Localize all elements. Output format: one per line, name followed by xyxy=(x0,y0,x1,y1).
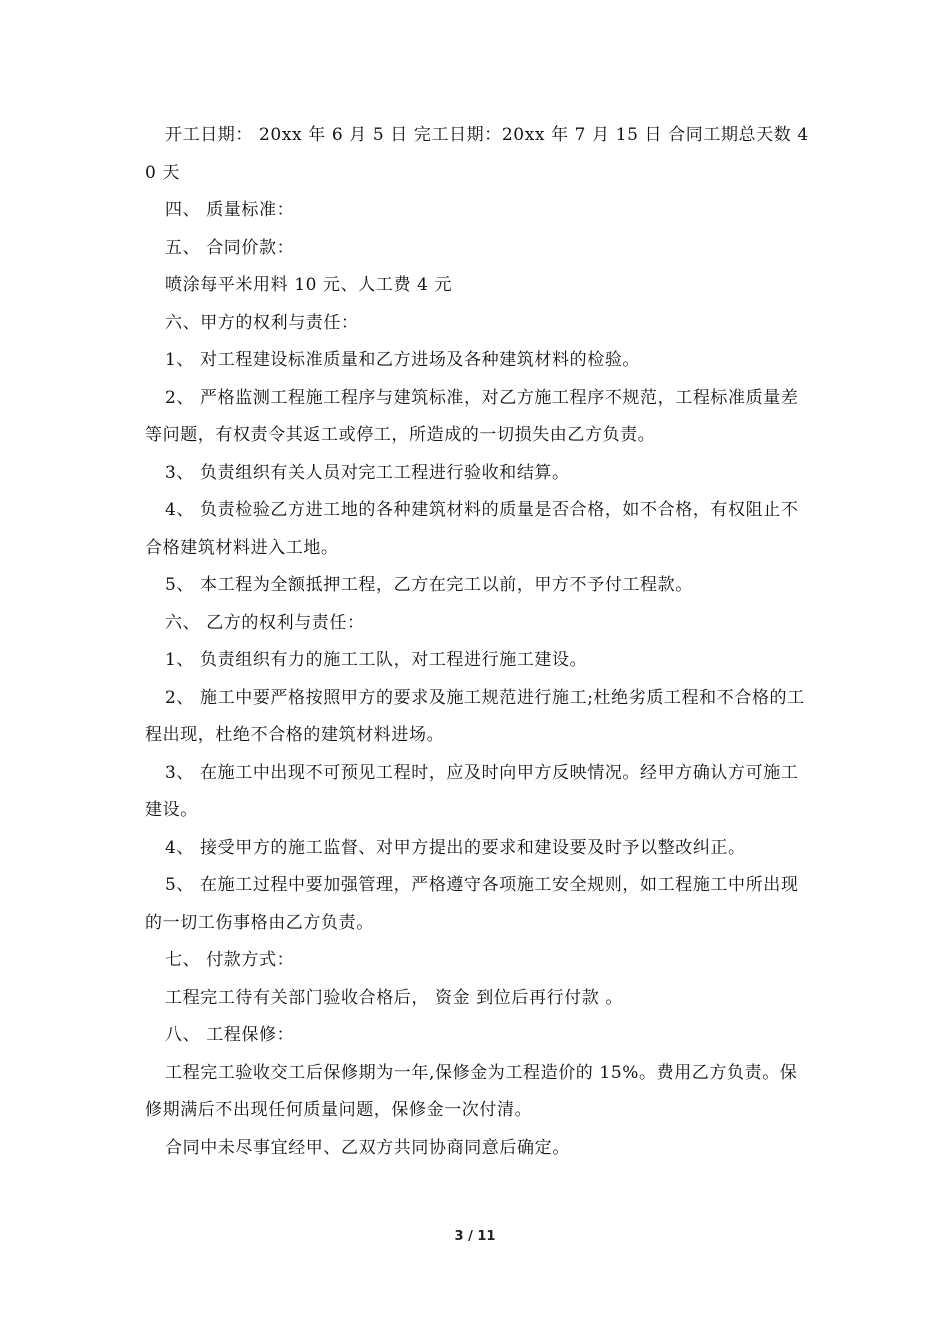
paragraph-party-a-item-2: 2、 严格监测工程施工程序与建筑标准，对乙方施工程序不规范，工程标准质量差等问题，有权责令其返工或停工，所造成的一切损失由乙方负责。 xyxy=(145,387,799,445)
paragraph-schedule: 开工日期： 20xx 年 6 月 5 日 完工日期：20xx 年 7 月 15 日 合同工期总天数 40 天 xyxy=(145,125,809,183)
paragraph-party-b-item-3: 3、 在施工中出现不可预见工程时，应及时向甲方反映情况。经甲方确认方可施工建设。 xyxy=(145,762,799,820)
paragraph-party-b-item-1: 1、 负责组织有力的施工工队，对工程进行施工建设。 xyxy=(165,650,588,670)
paragraph-party-a-item-3: 3、 负责组织有关人员对完工工程进行验收和结算。 xyxy=(165,462,570,483)
paragraph-party-b-item-4: 4、 接受甲方的施工监督、对甲方提出的要求和建设要及时予以整改纠正。 xyxy=(165,837,746,858)
paragraph-closing: 合同中未尽事宜经甲、乙双方共同协商同意后确定。 xyxy=(165,1137,570,1158)
paragraph-party-b-heading: 六、 乙方的权利与责任： xyxy=(165,612,365,633)
paragraph-party-a-item-1: 1、 对工程建设标准质量和乙方进场及各种建筑材料的检验。 xyxy=(165,350,641,370)
paragraph-party-a-item-5: 5、 本工程为全额抵押工程，乙方在完工以前，甲方不予付工程款。 xyxy=(165,575,693,595)
paragraph-payment-heading: 七、 付款方式： xyxy=(165,950,295,970)
paragraph-payment: 工程完工待有关部门验收合格后， 资金 到位后再行付款 。 xyxy=(165,987,624,1008)
paragraph-party-a-heading: 六、甲方的权利与责任： xyxy=(165,312,359,333)
paragraph-party-a-item-4: 4、 负责检验乙方进工地的各种建筑材料的质量是否合格，如不合格，有权阻止不合格建筑材料进入工地。 xyxy=(145,500,799,558)
page-number: 3 / 11 xyxy=(454,1229,496,1244)
paragraph-section-4-heading: 四、 质量标准： xyxy=(165,200,295,220)
paragraph-party-b-item-5: 5、 在施工过程中要加强管理，严格遵守各项施工安全规则，如工程施工中所出现的一切工伤事格由乙方负责。 xyxy=(145,875,799,933)
paragraph-warranty-heading: 八、 工程保修： xyxy=(165,1025,295,1045)
paragraph-price: 喷涂每平米用料 10 元、人工费 4 元 xyxy=(165,275,453,295)
paragraph-party-b-item-2: 2、 施工中要严格按照甲方的要求及施工规范进行施工;杜绝劣质工程和不合格的工程出现，杜绝不合格的建筑材料进场。 xyxy=(145,687,805,745)
paragraph-warranty: 工程完工验收交工后保修期为一年,保修金为工程造价的 15%。费用乙方负责。保修期满后不出现任何质量问题，保修金一次付清。 xyxy=(145,1062,798,1120)
document-body xyxy=(145,117,810,1167)
paragraph-section-5-heading: 五、 合同价款： xyxy=(165,237,295,258)
